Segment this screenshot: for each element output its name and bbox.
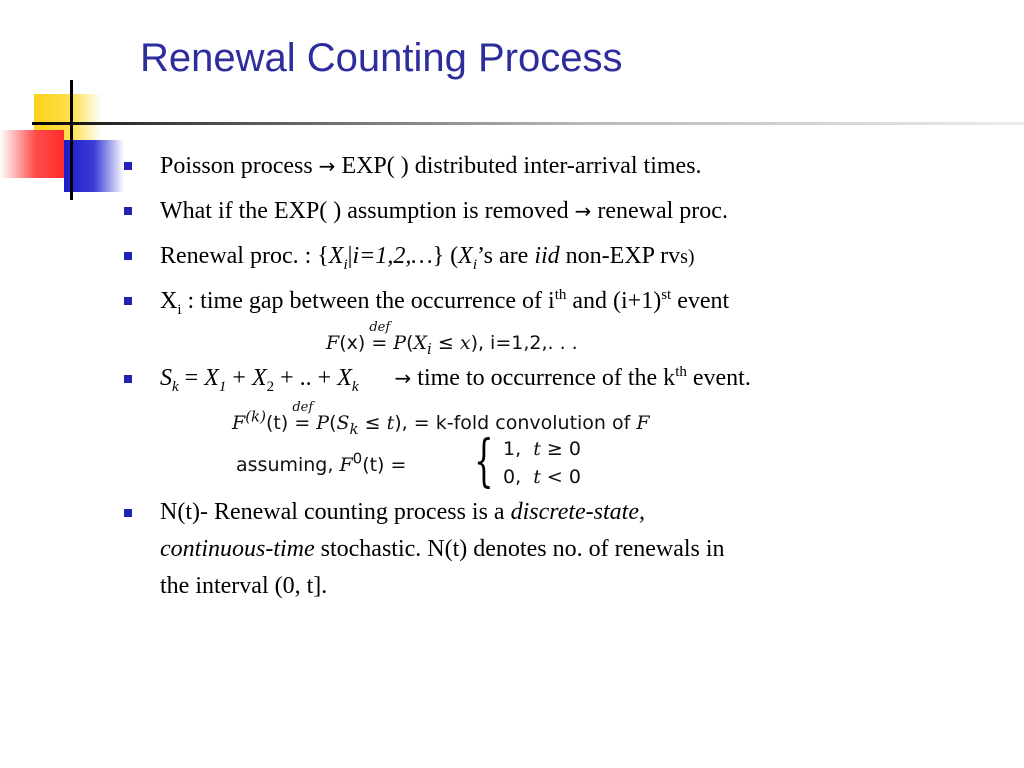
var-x: X [337, 365, 352, 391]
bullet-marker [124, 207, 132, 215]
bullet-exp-removed [160, 197, 728, 225]
arrow-icon: → [318, 154, 336, 178]
formula-sk-cdf [232, 400, 650, 438]
equals-sign: = [294, 412, 311, 434]
sup-0: 0 [352, 449, 363, 468]
continuous-time-term: continuous-time [160, 536, 315, 562]
case-condition: ≥ 0 [540, 438, 581, 460]
text: non-EXP rv [559, 243, 681, 269]
sup-th: th [554, 287, 567, 303]
index-range: i=1,2,… [352, 243, 433, 269]
bullet-marker [124, 162, 132, 170]
text: } ( [432, 243, 459, 269]
sub-k: k [172, 378, 179, 395]
le-sign: ≤ [431, 332, 460, 354]
text: ( [406, 332, 414, 354]
bullet-marker [124, 297, 132, 305]
p-symbol: P [393, 332, 407, 354]
text: and (i+1) [566, 288, 662, 314]
sub-2: 2 [266, 378, 275, 395]
sub-i: i [343, 256, 348, 273]
text: (x) [339, 332, 366, 354]
var-x: x [459, 332, 471, 354]
def-label: def [292, 400, 314, 415]
brace-symbol: { [474, 429, 494, 494]
text: What if the EXP( ) assumption is removed [160, 198, 575, 224]
case-two [503, 466, 581, 488]
p-symbol: P [316, 412, 330, 434]
text: + .. + [274, 365, 338, 391]
slide-title: Renewal Counting Process [140, 36, 623, 80]
text: event. [686, 365, 751, 391]
text: time to occurrence of the k [411, 365, 676, 391]
arrow-icon: → [394, 366, 412, 390]
text: | [347, 243, 353, 269]
text: Renewal proc. : { [160, 243, 329, 269]
var-x: X [204, 365, 219, 391]
bullet-poisson [160, 152, 702, 180]
sup-st: st [661, 287, 672, 303]
text: (t) [362, 454, 385, 476]
text: ’s are [477, 243, 535, 269]
case-value: 1, [503, 438, 522, 460]
text: = [178, 365, 205, 391]
text: N(t)- Renewal counting process is a [160, 499, 511, 525]
text: ( [329, 412, 337, 434]
var-x: X [251, 365, 267, 391]
bullet-renewal-proc [160, 242, 695, 271]
var-s: S [336, 412, 350, 434]
sub-k: k [349, 419, 359, 438]
f-symbol: F [326, 332, 340, 354]
text: : time gap between the occurrence of i [181, 288, 555, 314]
bullet-counting-process-line3 [160, 572, 327, 600]
var-x: X [328, 243, 344, 269]
var-t: t [533, 466, 541, 488]
def-equals [292, 400, 314, 434]
iid-term: iid [534, 243, 560, 269]
var-x: X [160, 288, 178, 314]
text: event [671, 288, 730, 314]
discrete-state-term: discrete-state, [510, 499, 645, 525]
case-value: 0, [503, 466, 522, 488]
var-x: X [458, 243, 473, 269]
text: renewal proc. [591, 198, 728, 224]
sub-i: i [472, 256, 478, 273]
var-t: t [533, 438, 541, 460]
equals-sign: = [407, 412, 436, 434]
text: ), [470, 332, 485, 354]
text: the interval (0, t]. [160, 573, 328, 599]
index-range: i=1,2,. . . [484, 332, 578, 354]
equals-sign: = [371, 332, 388, 354]
text: stochastic. N(t) denotes no. of renewals in [314, 536, 725, 562]
convolution-text: k-fold convolution of [435, 412, 637, 434]
text: Poisson process [160, 153, 319, 179]
sub-i: i [177, 301, 182, 318]
var-x: X [413, 332, 428, 354]
bullet-marker [124, 375, 132, 383]
bullet-counting-process-line2 [160, 535, 725, 563]
def-equals [369, 320, 391, 354]
sup-k: (k) [245, 407, 266, 426]
def-label: def [369, 320, 391, 335]
sup-th: th [675, 364, 687, 380]
bullet-sk-definition [160, 364, 751, 395]
formula-f0-assumption [236, 449, 407, 476]
f-symbol: F [232, 412, 246, 434]
equals-sign: = [384, 454, 407, 476]
f-symbol: F [636, 412, 650, 434]
bullet-marker [124, 252, 132, 260]
formula-cdf [326, 320, 578, 358]
text: s) [680, 246, 695, 268]
le-sign: ≤ [358, 412, 387, 434]
var-s: S [160, 365, 172, 391]
assuming-text: assuming, [236, 454, 340, 476]
arrow-icon: → [574, 199, 592, 223]
bullet-xi-definition [160, 287, 730, 318]
text: (t) [265, 412, 289, 434]
f-symbol: F [339, 454, 353, 476]
text: EXP( ) distributed inter-arrival times. [335, 153, 702, 179]
text: ), [394, 412, 408, 434]
case-condition: < 0 [540, 466, 581, 488]
sub-k: k [351, 378, 359, 395]
bullet-marker [124, 509, 132, 517]
bullet-counting-process-line1 [160, 498, 645, 526]
text: + [226, 365, 252, 391]
sub-1: 1 [218, 378, 227, 395]
case-one [503, 438, 581, 460]
var-t: t [386, 412, 395, 434]
sub-i: i [427, 339, 432, 358]
